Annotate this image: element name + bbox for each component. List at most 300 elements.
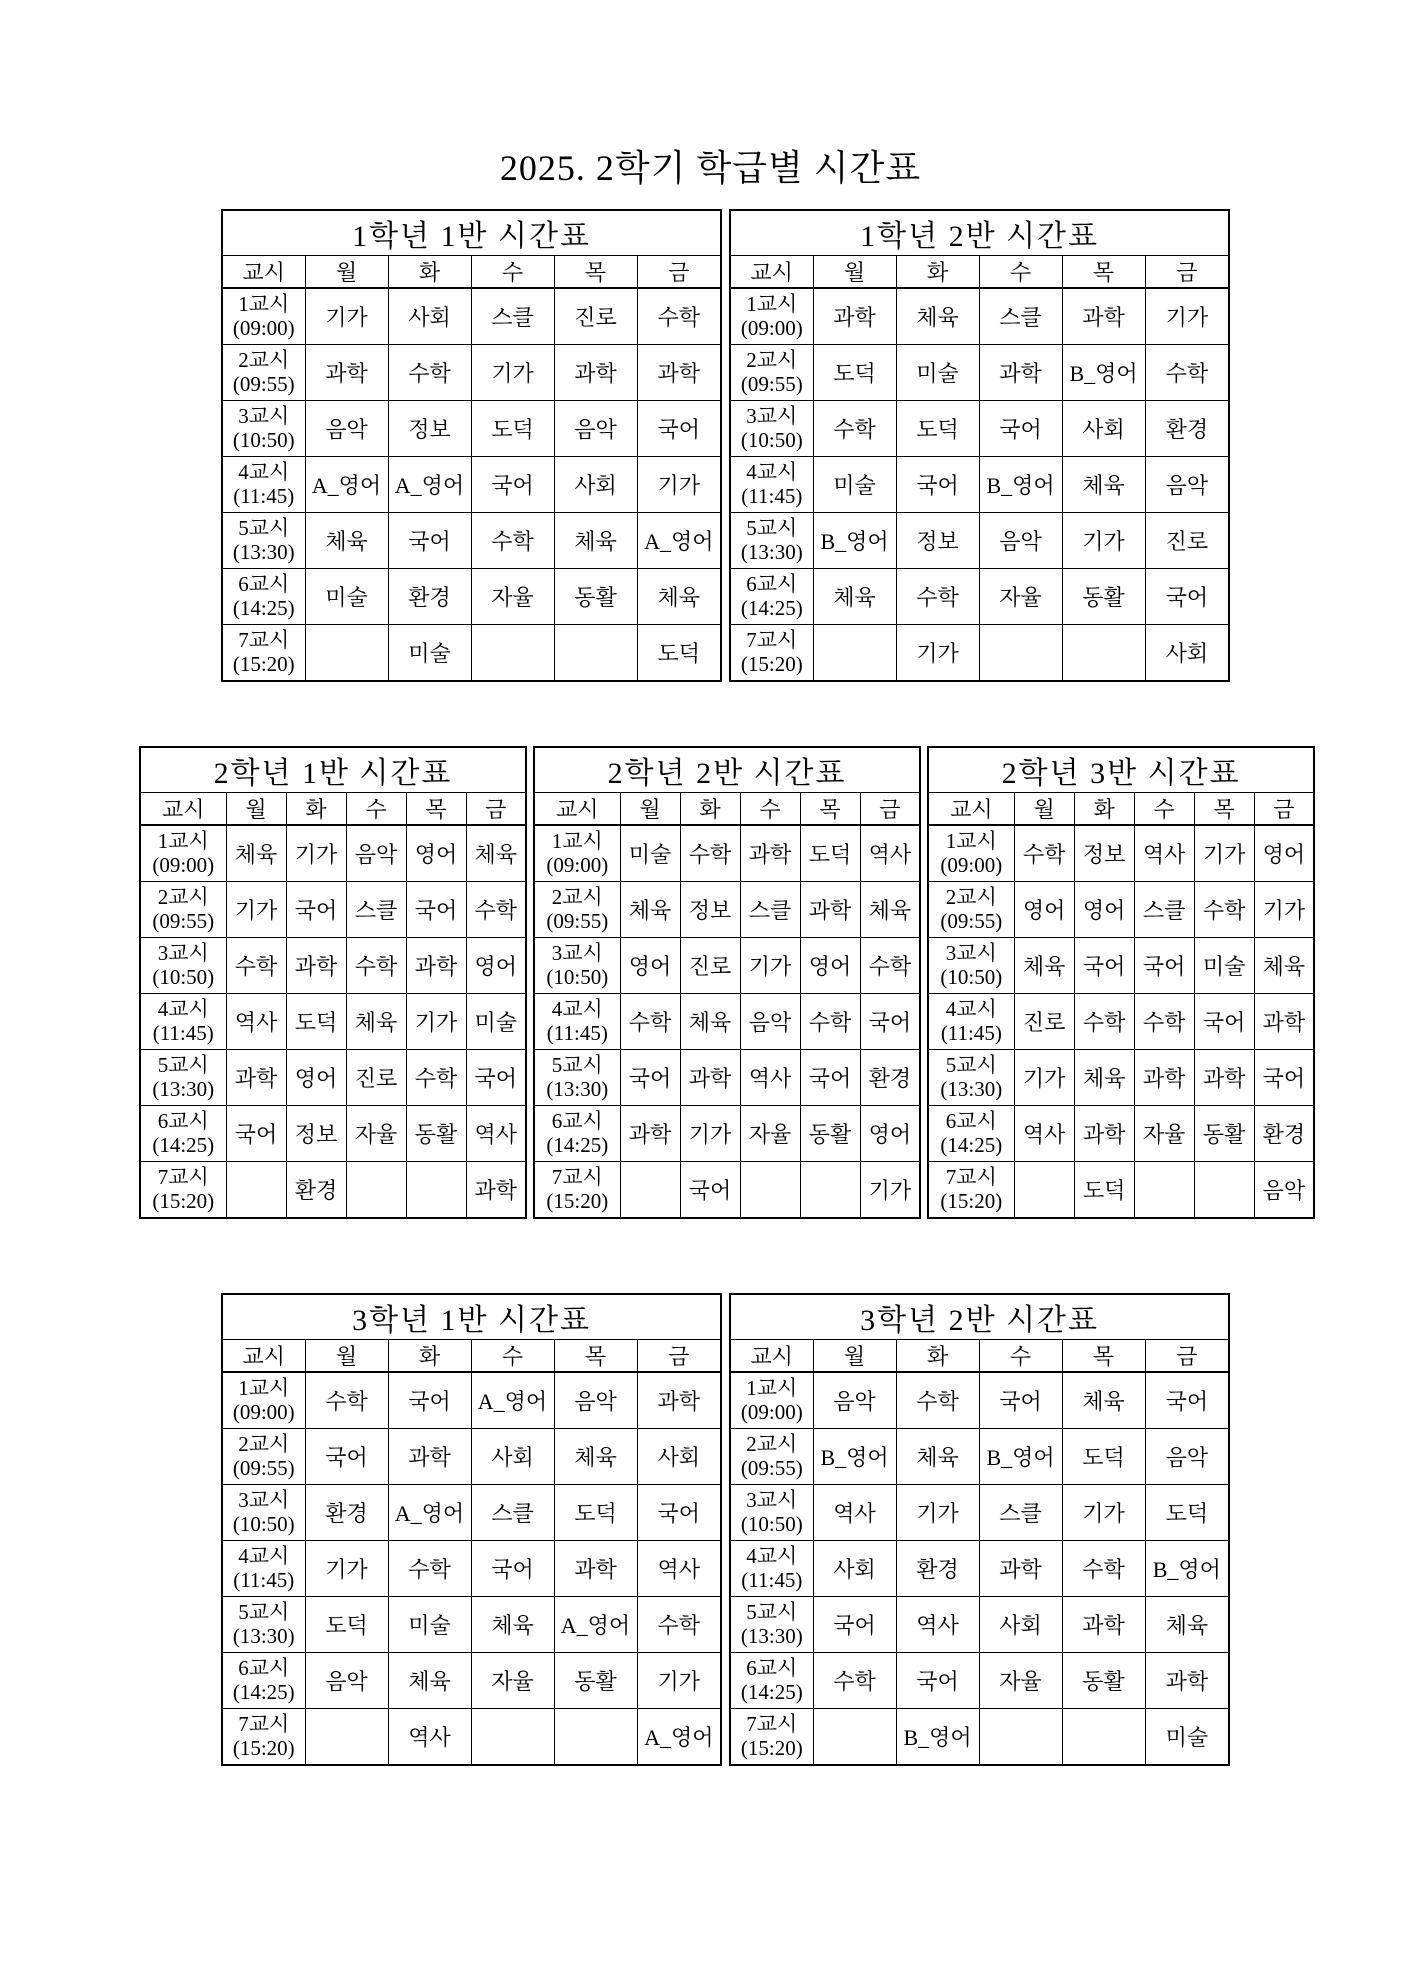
subject-cell: 국어 — [286, 882, 346, 938]
period-row — [222, 569, 721, 625]
day-header-cell: 월 — [813, 256, 896, 289]
period-name: 4교시 — [157, 996, 209, 1021]
period-cell — [222, 401, 305, 457]
day-header-cell: 화 — [896, 1340, 979, 1373]
period-time: (09:00) — [740, 315, 803, 340]
period-cell — [534, 882, 620, 938]
period-cell — [222, 1372, 305, 1429]
subject-cell: 체육 — [813, 569, 896, 625]
subject-cell: 자율 — [346, 1106, 406, 1162]
subject-cell: 국어 — [813, 1597, 896, 1653]
period-name: 1교시 — [238, 291, 290, 316]
period-row — [222, 625, 721, 682]
period-cell — [534, 825, 620, 882]
tables-row-grade2 — [139, 746, 1315, 1219]
period-name: 5교시 — [746, 1599, 798, 1624]
day-header-cell: 금 — [1254, 793, 1314, 826]
subject-cell: 미술 — [388, 1597, 471, 1653]
period-row — [730, 1597, 1229, 1653]
period-name: 6교시 — [157, 1108, 209, 1133]
subject-cell — [740, 1162, 800, 1219]
period-row — [534, 1106, 920, 1162]
subject-cell: 역사 — [637, 1541, 721, 1597]
subject-cell: 국어 — [979, 401, 1062, 457]
subject-cell: 수학 — [813, 1653, 896, 1709]
period-header-cell: 교시 — [730, 1340, 813, 1373]
period-time: (10:50) — [546, 964, 609, 989]
subject-cell: 수학 — [388, 345, 471, 401]
subject-cell: 사회 — [813, 1541, 896, 1597]
subject-cell: 정보 — [896, 513, 979, 569]
period-name: 2교시 — [238, 347, 290, 372]
subject-cell: 체육 — [554, 513, 637, 569]
subject-cell: 수학 — [860, 938, 920, 994]
period-cell — [730, 457, 813, 513]
period-time: (10:50) — [232, 427, 295, 452]
subject-cell: 도덕 — [813, 345, 896, 401]
subject-cell: 수학 — [1194, 882, 1254, 938]
subject-cell: 음악 — [305, 1653, 388, 1709]
period-name: 5교시 — [945, 1052, 997, 1077]
period-time: (11:45) — [546, 1020, 608, 1045]
subject-cell: 환경 — [305, 1485, 388, 1541]
period-row — [534, 825, 920, 882]
period-time: (14:25) — [740, 1679, 803, 1704]
subject-cell: 자율 — [979, 569, 1062, 625]
subject-cell: A_영어 — [388, 457, 471, 513]
day-header-cell: 금 — [1145, 256, 1229, 289]
period-row — [928, 1106, 1314, 1162]
subject-cell: 수학 — [466, 882, 526, 938]
subject-cell: 영어 — [800, 938, 860, 994]
period-name: 4교시 — [551, 996, 603, 1021]
period-header-cell: 교시 — [222, 256, 305, 289]
subject-cell: 과학 — [813, 288, 896, 345]
subject-cell: 음악 — [554, 401, 637, 457]
subject-cell: 수학 — [813, 401, 896, 457]
subject-cell: 영어 — [620, 938, 680, 994]
subject-cell: A_영어 — [388, 1485, 471, 1541]
subject-cell: 도덕 — [800, 825, 860, 882]
subject-cell: A_영어 — [471, 1372, 554, 1429]
subject-cell: 스클 — [1134, 882, 1194, 938]
period-row — [222, 1429, 721, 1485]
period-cell — [730, 345, 813, 401]
subject-cell: 과학 — [637, 345, 721, 401]
period-row — [534, 938, 920, 994]
period-name: 6교시 — [551, 1108, 603, 1133]
period-time: (15:20) — [740, 651, 803, 676]
period-cell — [928, 1106, 1014, 1162]
period-row — [222, 513, 721, 569]
subject-cell: B_영어 — [813, 513, 896, 569]
period-cell — [222, 1541, 305, 1597]
period-time: (13:30) — [940, 1076, 1003, 1101]
period-cell — [222, 345, 305, 401]
day-header-row — [730, 1340, 1229, 1373]
period-header-cell: 교시 — [928, 793, 1014, 826]
subject-cell: 국어 — [1254, 1050, 1314, 1106]
period-name: 2교시 — [746, 1431, 798, 1456]
period-time: (10:50) — [940, 964, 1003, 989]
timetable-grade3-class1 — [221, 1293, 722, 1766]
subject-cell: 과학 — [1194, 1050, 1254, 1106]
period-name: 6교시 — [746, 571, 798, 596]
subject-cell: 동활 — [554, 569, 637, 625]
subject-cell: 역사 — [226, 994, 286, 1050]
day-header-cell: 수 — [346, 793, 406, 826]
subject-cell: B_영어 — [979, 1429, 1062, 1485]
subject-cell: 국어 — [896, 457, 979, 513]
period-cell — [928, 1050, 1014, 1106]
period-time: (15:20) — [940, 1188, 1003, 1213]
period-time: (14:25) — [232, 1679, 295, 1704]
subject-cell: 진로 — [1014, 994, 1074, 1050]
subject-cell: 기가 — [740, 938, 800, 994]
subject-cell: 역사 — [896, 1597, 979, 1653]
subject-cell — [620, 1162, 680, 1219]
day-header-cell: 월 — [813, 1340, 896, 1373]
period-name: 7교시 — [238, 1711, 290, 1736]
period-name: 5교시 — [746, 515, 798, 540]
period-name: 2교시 — [157, 884, 209, 909]
tables-row-grade3 — [221, 1293, 1230, 1766]
subject-cell: 체육 — [554, 1429, 637, 1485]
period-cell — [730, 1709, 813, 1766]
table-title: 3학년 1반 시간표 — [222, 1294, 721, 1340]
subject-cell: 국어 — [979, 1372, 1062, 1429]
period-time: (09:00) — [232, 1399, 295, 1424]
period-time: (10:50) — [740, 427, 803, 452]
period-time: (15:20) — [232, 1735, 295, 1760]
subject-cell: 체육 — [1145, 1597, 1229, 1653]
day-header-cell: 목 — [554, 1340, 637, 1373]
period-cell — [730, 625, 813, 682]
subject-cell: 스클 — [346, 882, 406, 938]
subject-cell: 수학 — [896, 1372, 979, 1429]
day-header-cell: 목 — [1062, 1340, 1145, 1373]
subject-cell: 도덕 — [1062, 1429, 1145, 1485]
subject-cell: 음악 — [346, 825, 406, 882]
day-header-cell: 수 — [979, 1340, 1062, 1373]
period-time: (13:30) — [546, 1076, 609, 1101]
period-row — [928, 1050, 1314, 1106]
period-name: 5교시 — [238, 1599, 290, 1624]
day-header-cell: 월 — [226, 793, 286, 826]
subject-cell: 체육 — [1254, 938, 1314, 994]
subject-cell: 국어 — [471, 457, 554, 513]
subject-cell — [813, 1709, 896, 1766]
period-header-cell: 교시 — [222, 1340, 305, 1373]
period-name: 4교시 — [238, 459, 290, 484]
period-time: (14:25) — [940, 1132, 1003, 1157]
subject-cell: B_영어 — [1145, 1541, 1229, 1597]
period-cell — [534, 938, 620, 994]
subject-cell: 국어 — [896, 1653, 979, 1709]
period-name: 5교시 — [238, 515, 290, 540]
subject-cell: 사회 — [1062, 401, 1145, 457]
day-header-cell: 금 — [466, 793, 526, 826]
period-cell — [222, 457, 305, 513]
subject-cell: 기가 — [1062, 1485, 1145, 1541]
period-row — [730, 1541, 1229, 1597]
subject-cell: 국어 — [637, 401, 721, 457]
period-row — [140, 1106, 526, 1162]
period-cell — [730, 401, 813, 457]
period-time: (09:55) — [546, 908, 609, 933]
period-row — [928, 938, 1314, 994]
subject-cell: 역사 — [466, 1106, 526, 1162]
subject-cell: 진로 — [554, 288, 637, 345]
subject-cell: 기가 — [896, 1485, 979, 1541]
subject-cell: 수학 — [896, 569, 979, 625]
subject-cell: 과학 — [1254, 994, 1314, 1050]
day-header-row — [534, 793, 920, 826]
period-name: 1교시 — [551, 828, 603, 853]
subject-cell: 체육 — [896, 288, 979, 345]
period-time: (14:25) — [232, 595, 295, 620]
period-row — [222, 457, 721, 513]
day-header-cell: 월 — [620, 793, 680, 826]
subject-cell: 기가 — [1254, 882, 1314, 938]
period-cell — [534, 1106, 620, 1162]
subject-cell: 스클 — [471, 288, 554, 345]
subject-cell: 미술 — [466, 994, 526, 1050]
day-header-row — [730, 256, 1229, 289]
period-time: (09:55) — [740, 371, 803, 396]
day-header-cell: 목 — [1062, 256, 1145, 289]
subject-cell: 사회 — [1145, 625, 1229, 682]
subject-cell: 영어 — [1014, 882, 1074, 938]
subject-cell: 음악 — [305, 401, 388, 457]
subject-cell: 국어 — [1145, 1372, 1229, 1429]
subject-cell: 미술 — [620, 825, 680, 882]
period-row — [730, 1485, 1229, 1541]
subject-cell — [471, 1709, 554, 1766]
subject-cell: 과학 — [1145, 1653, 1229, 1709]
subject-cell — [800, 1162, 860, 1219]
period-row — [730, 569, 1229, 625]
subject-cell: 영어 — [466, 938, 526, 994]
day-header-cell: 금 — [637, 256, 721, 289]
subject-cell: 기가 — [1062, 513, 1145, 569]
subject-cell: 체육 — [305, 513, 388, 569]
subject-cell: 영어 — [1074, 882, 1134, 938]
period-row — [730, 288, 1229, 345]
period-name: 4교시 — [746, 1543, 798, 1568]
subject-cell: 체육 — [860, 882, 920, 938]
subject-cell: 체육 — [471, 1597, 554, 1653]
period-name: 5교시 — [551, 1052, 603, 1077]
period-time: (11:45) — [741, 1567, 803, 1592]
period-cell — [534, 994, 620, 1050]
subject-cell: 국어 — [226, 1106, 286, 1162]
subject-cell: 기가 — [305, 1541, 388, 1597]
subject-cell: 체육 — [637, 569, 721, 625]
period-cell — [928, 825, 1014, 882]
period-time: (10:50) — [740, 1511, 803, 1536]
subject-cell: 수학 — [346, 938, 406, 994]
subject-cell: 수학 — [1062, 1541, 1145, 1597]
period-row — [140, 882, 526, 938]
subject-cell: 음악 — [1145, 457, 1229, 513]
subject-cell: 체육 — [1014, 938, 1074, 994]
subject-cell: 수학 — [1145, 345, 1229, 401]
period-time: (09:55) — [232, 371, 295, 396]
period-name: 6교시 — [238, 571, 290, 596]
period-cell — [222, 1709, 305, 1766]
subject-cell — [979, 625, 1062, 682]
table-title: 2학년 3반 시간표 — [928, 747, 1314, 793]
subject-cell: 자율 — [471, 569, 554, 625]
subject-cell — [813, 625, 896, 682]
subject-cell — [1014, 1162, 1074, 1219]
period-cell — [140, 1050, 226, 1106]
period-cell — [140, 882, 226, 938]
day-header-cell: 목 — [800, 793, 860, 826]
subject-cell: 체육 — [1074, 1050, 1134, 1106]
table-title: 1학년 1반 시간표 — [222, 210, 721, 256]
subject-cell: 도덕 — [471, 401, 554, 457]
day-header-cell: 월 — [305, 1340, 388, 1373]
subject-cell: 사회 — [979, 1597, 1062, 1653]
subject-cell: 과학 — [1062, 1597, 1145, 1653]
period-name: 2교시 — [746, 347, 798, 372]
period-cell — [140, 1162, 226, 1219]
subject-cell: 미술 — [896, 345, 979, 401]
table-title: 2학년 1반 시간표 — [140, 747, 526, 793]
subject-cell — [1062, 625, 1145, 682]
period-name: 3교시 — [746, 403, 798, 428]
period-time: (10:50) — [152, 964, 215, 989]
period-header-cell: 교시 — [140, 793, 226, 826]
period-name: 6교시 — [746, 1655, 798, 1680]
period-cell — [140, 938, 226, 994]
period-name: 4교시 — [746, 459, 798, 484]
period-time: (10:50) — [232, 1511, 295, 1536]
subject-cell: 기가 — [226, 882, 286, 938]
subject-cell: 기가 — [286, 825, 346, 882]
subject-cell — [979, 1709, 1062, 1766]
subject-cell: 영어 — [1254, 825, 1314, 882]
subject-cell: 국어 — [860, 994, 920, 1050]
period-name: 5교시 — [157, 1052, 209, 1077]
subject-cell: 수학 — [620, 994, 680, 1050]
subject-cell: 음악 — [554, 1372, 637, 1429]
subject-cell: 기가 — [406, 994, 466, 1050]
period-row — [140, 1162, 526, 1219]
subject-cell: 과학 — [979, 345, 1062, 401]
subject-cell: 수학 — [800, 994, 860, 1050]
subject-cell: 과학 — [388, 1429, 471, 1485]
period-time: (09:00) — [940, 852, 1003, 877]
period-time: (09:55) — [152, 908, 215, 933]
period-time: (09:00) — [546, 852, 609, 877]
period-cell — [222, 1429, 305, 1485]
subject-cell: 과학 — [466, 1162, 526, 1219]
subject-cell: 체육 — [1062, 1372, 1145, 1429]
table-title: 2학년 2반 시간표 — [534, 747, 920, 793]
period-row — [140, 1050, 526, 1106]
period-name: 7교시 — [746, 627, 798, 652]
period-row — [730, 1709, 1229, 1766]
subject-cell: 과학 — [637, 1372, 721, 1429]
subject-cell: 수학 — [1014, 825, 1074, 882]
period-cell — [222, 569, 305, 625]
timetable-grade1-class1 — [221, 209, 722, 682]
period-row — [222, 1653, 721, 1709]
period-cell — [534, 1050, 620, 1106]
subject-cell: 스클 — [740, 882, 800, 938]
day-header-cell: 월 — [1014, 793, 1074, 826]
period-cell — [140, 825, 226, 882]
subject-cell: 국어 — [1074, 938, 1134, 994]
subject-cell — [1134, 1162, 1194, 1219]
subject-cell: 수학 — [680, 825, 740, 882]
subject-cell: 도덕 — [286, 994, 346, 1050]
subject-cell: 음악 — [979, 513, 1062, 569]
day-header-cell: 금 — [1145, 1340, 1229, 1373]
period-row — [222, 1709, 721, 1766]
subject-cell — [305, 1709, 388, 1766]
subject-cell: 동활 — [554, 1653, 637, 1709]
subject-cell: 기가 — [637, 457, 721, 513]
subject-cell: 진로 — [1145, 513, 1229, 569]
subject-cell: 역사 — [1014, 1106, 1074, 1162]
period-cell — [140, 994, 226, 1050]
period-name: 2교시 — [238, 1431, 290, 1456]
subject-cell: 체육 — [346, 994, 406, 1050]
subject-cell: 음악 — [1254, 1162, 1314, 1219]
subject-cell: 기가 — [1145, 288, 1229, 345]
subject-cell: 국어 — [637, 1485, 721, 1541]
period-row — [222, 288, 721, 345]
subject-cell: 기가 — [1194, 825, 1254, 882]
period-row — [730, 1429, 1229, 1485]
timetable-grade2-class2 — [533, 746, 921, 1219]
period-name: 3교시 — [945, 940, 997, 965]
subject-cell: 과학 — [406, 938, 466, 994]
subject-cell: 과학 — [554, 345, 637, 401]
tables-row-grade1 — [221, 209, 1230, 682]
period-cell — [928, 1162, 1014, 1219]
subject-cell: 체육 — [620, 882, 680, 938]
day-header-cell: 수 — [471, 1340, 554, 1373]
subject-cell: A_영어 — [637, 1709, 721, 1766]
table-title: 1학년 2반 시간표 — [730, 210, 1229, 256]
period-row — [222, 401, 721, 457]
period-time: (09:55) — [740, 1455, 803, 1480]
subject-cell: 국어 — [800, 1050, 860, 1106]
period-row — [534, 1050, 920, 1106]
period-time: (15:20) — [232, 651, 295, 676]
period-cell — [928, 882, 1014, 938]
subject-cell: 음악 — [740, 994, 800, 1050]
subject-cell: 과학 — [620, 1106, 680, 1162]
timetable-grade3-class2 — [729, 1293, 1230, 1766]
subject-cell: A_영어 — [637, 513, 721, 569]
day-header-row — [222, 256, 721, 289]
subject-cell: 체육 — [226, 825, 286, 882]
period-cell — [222, 625, 305, 682]
period-row — [730, 401, 1229, 457]
period-cell — [222, 1485, 305, 1541]
subject-cell: 도덕 — [637, 625, 721, 682]
subject-cell: 미술 — [388, 625, 471, 682]
period-name: 2교시 — [551, 884, 603, 909]
subject-cell: A_영어 — [305, 457, 388, 513]
day-header-cell: 수 — [740, 793, 800, 826]
